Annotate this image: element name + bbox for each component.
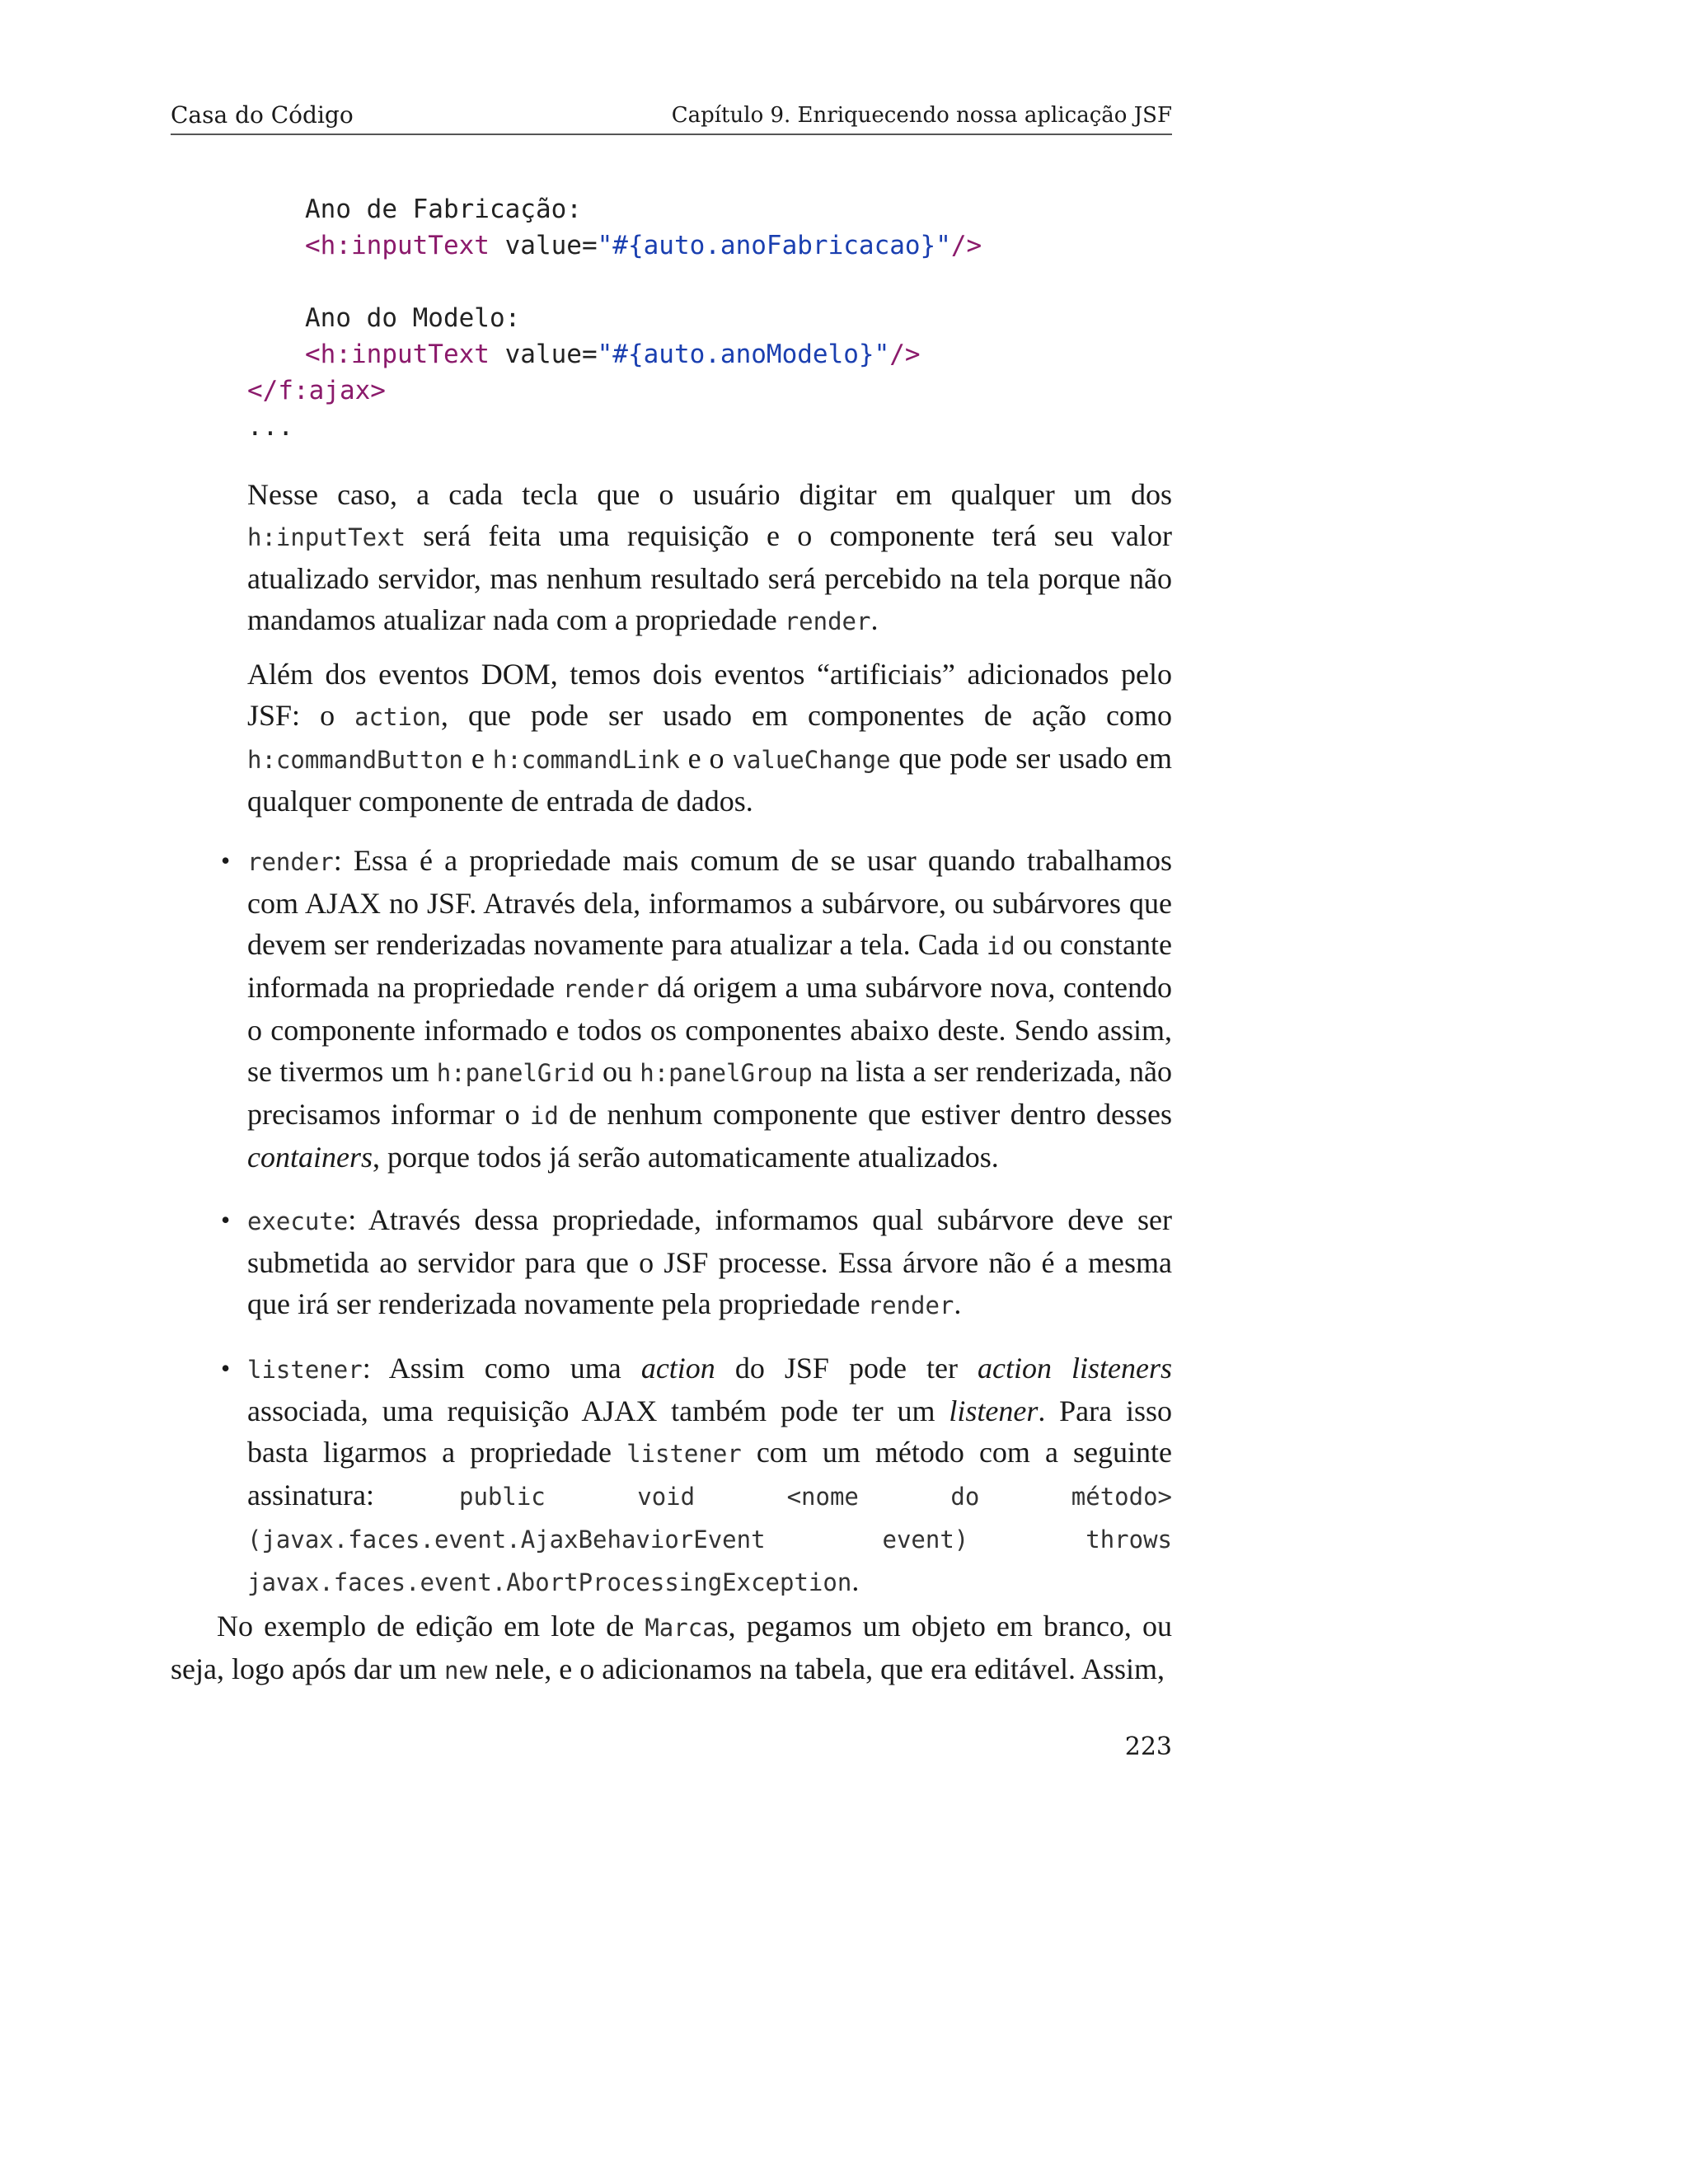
code-listing <box>247 191 982 445</box>
list-item: • listener: Assim como uma action do JSF pode ter action listeners associada, uma requisição AJAX também pode ter um listener. Para isso basta ligarmos a propriedade listener com um método com a seguinte assinatura: public void <nome do método>(javax.faces.event.AjaxBehaviorEvent event) throws javax.faces.event.AbortProcessingException. <box>247 1347 1172 1603</box>
page-number: 223 <box>1124 1732 1172 1761</box>
code-line: Ano de Fabricação: <box>305 194 582 224</box>
continuing-paragraph: No exemplo de edição em lote de Marcas, pegamos um objeto em branco, ou seja, logo após dar um new nele, e o adicionamos na tabela, que era editável. Assim, <box>171 1610 1172 1685</box>
code-blank-line <box>247 264 982 300</box>
body-text <box>247 474 1172 1624</box>
paragraph: Nesse caso, a cada tecla que o usuário digitar em qualquer um dos h:inputText será feita uma requisição e o componente terá seu valor atualizado servidor, mas nenhum resultado será percebido na tela porque não mandamos atualizar nada com a propriedade render. <box>247 478 1172 636</box>
list-item: • execute: Através dessa propriedade, informamos qual subárvore deve ser submetida ao servidor para que o JSF processe. Essa árvore não é a mesma que irá ser renderizada novamente pela propriedade render. <box>247 1199 1172 1326</box>
property-list <box>247 840 1172 1603</box>
list-item: • render: Essa é a propriedade mais comum de se usar quando trabalhamos com AJAX no JSF. Através dela, informamos a subárvore, ou subárvores que devem ser renderizadas novamente para atualizar a tela. Cada id ou constante informada na propriedade render dá origem a uma subárvore nova, contendo o componente informado e todos os componentes abaixo deste. Sendo assim, se tivermos um h:panelGrid ou h:panelGroup na lista a ser renderizada, não precisamos informar o id de nenhum componente que estiver dentro desses containers, porque todos já serão automaticamente atualizados. <box>247 840 1172 1178</box>
code-line: Ano do Modelo: <box>305 303 521 333</box>
paragraph: Além dos eventos DOM, temos dois eventos “artificiais” adicionados pelo JSF: o action, que pode ser usado em componentes de ação como h:commandButton e h:commandLink e o valueChange que pode ser usado em qualquer componente de entrada de dados. <box>247 658 1173 818</box>
code-line: <h:inputText value="#{auto.anoModelo}"/> <box>305 340 921 369</box>
code-line: <h:inputText value="#{auto.anoFabricacao}"/> <box>305 231 982 260</box>
running-header <box>171 97 1172 135</box>
code-line: ... <box>247 412 293 442</box>
header-chapter-title: Capítulo 9. Enriquecendo nossa aplicação JSF <box>671 103 1172 128</box>
code-line: </f:ajax> <box>247 376 386 405</box>
header-book-title: Casa do Código <box>171 101 354 129</box>
